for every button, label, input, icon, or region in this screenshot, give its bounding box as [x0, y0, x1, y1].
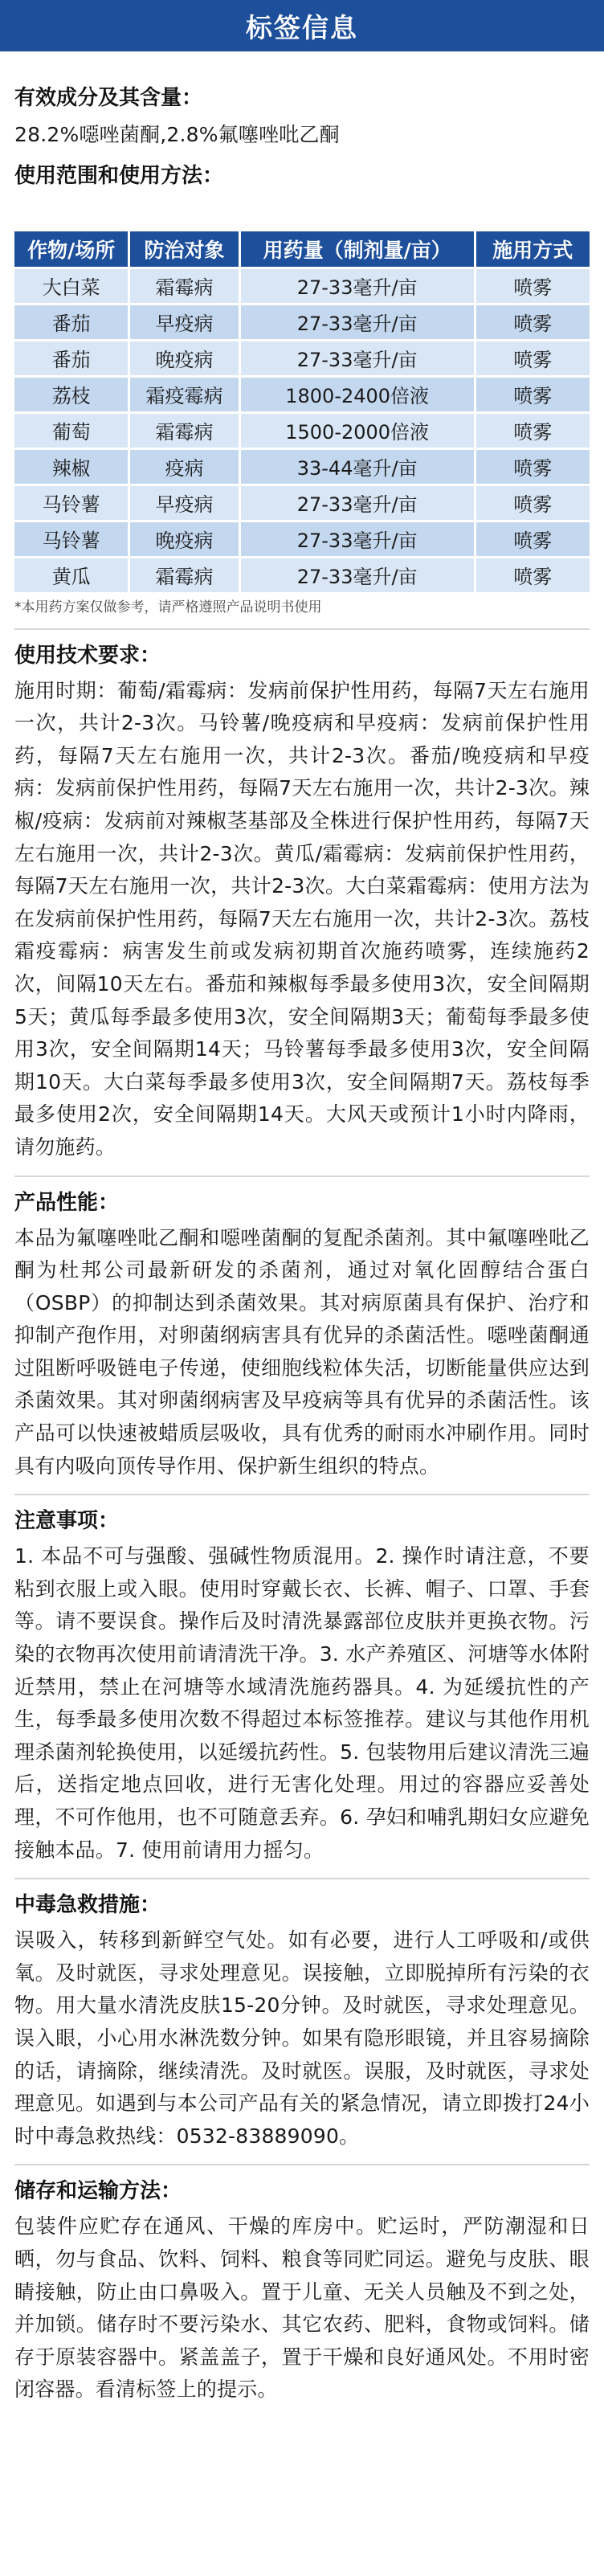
precautions-section [14, 1507, 590, 1867]
storage-text: 包装件应贮存在通风、干燥的库房中。贮运时，严防潮湿和日晒，勿与食品、饮料、饲料、粮食等同贮同运。避免与皮肤、眼睛接触，防止由口鼻吸入。置于儿童、无关人员触及不到之处，并加锁。储存时不要污染水、其它农药、肥料，食物或饲料。储存于原装容器中。紧盖盖子，置于干燥和良好通风处。不用时密闭容器。看清标签上的提示。 [14, 2214, 590, 2402]
ingredients-section [14, 51, 590, 152]
precautions-text: 1. 本品不可与强酸、强碱性物质混用。2. 操作时请注意，不要粘到衣服上或入眼。使用时穿戴长衣、长裤、帽子、口罩、手套等。请不要误食。操作后及时清洗暴露部位皮肤并更换衣物。污染的衣物再次使用前请清洗干净。3. 水产养殖区、河塘等水体附近禁用，禁止在河塘等水域清洗施药器具。4. 为延缓抗性的产生，每季最多使用次数不得超过本标签推荐。建议与其他作用机理杀菌剂轮换使用，以延缓抗药性。5. 包装物用后建议清洗三遍后，送指定地点回收，进行无害化处理。用过的容器应妥善处理，不可作他用，也不可随意丢弃。6. 孕妇和哺乳期妇女应避免接触本品。7. 使用前请用力摇匀。 [14, 1544, 590, 1862]
page-title: 标签信息 [246, 11, 358, 43]
technique-title: 使用技术要求： [14, 643, 161, 668]
cell-dosage: 27-33毫升/亩 [241, 269, 474, 303]
cell-method: 喷雾 [476, 378, 590, 411]
table-row [14, 558, 590, 592]
cell-crop: 黄瓜 [14, 558, 128, 592]
cell-target: 疫病 [130, 450, 238, 484]
table-row [14, 305, 590, 339]
table-row [14, 522, 590, 556]
ingredients-text: 28.2%噁唑菌酮,2.8%氟噻唑吡乙酮 [14, 123, 340, 146]
section-divider [14, 1878, 590, 1879]
cell-target: 霜霉病 [130, 558, 238, 592]
cell-target: 晚疫病 [130, 341, 238, 375]
section-divider [14, 2164, 590, 2165]
cell-crop: 马铃薯 [14, 522, 128, 556]
cell-dosage: 1500-2000倍液 [241, 414, 474, 448]
section-divider [14, 628, 590, 630]
precautions-title: 注意事项： [14, 1509, 120, 1534]
cell-dosage: 27-33毫升/亩 [241, 522, 474, 556]
cell-dosage: 33-44毫升/亩 [241, 450, 474, 484]
table-row [14, 450, 590, 484]
performance-section [14, 1188, 590, 1483]
cell-target: 晚疫病 [130, 522, 238, 556]
header-bar [0, 0, 604, 51]
cell-target: 霜霉病 [130, 414, 238, 448]
cell-crop: 辣椒 [14, 450, 128, 484]
usage-title: 使用范围和使用方法： [14, 163, 224, 188]
first-aid-title: 中毒急救措施： [14, 1893, 161, 1918]
storage-title: 储存和运输方法： [14, 2179, 182, 2204]
cell-target: 早疫病 [130, 486, 238, 520]
cell-dosage: 27-33毫升/亩 [241, 486, 474, 520]
cell-method: 喷雾 [476, 522, 590, 556]
cell-method: 喷雾 [476, 341, 590, 375]
cell-method: 喷雾 [476, 414, 590, 448]
cell-crop: 葡萄 [14, 414, 128, 448]
table-row [14, 414, 590, 448]
cell-dosage: 27-33毫升/亩 [241, 305, 474, 339]
cell-target: 霜霉病 [130, 269, 238, 303]
column-header-target: 防治对象 [130, 231, 238, 267]
performance-title: 产品性能： [14, 1190, 120, 1215]
column-header-crop: 作物/场所 [14, 231, 128, 267]
cell-dosage: 1800-2400倍液 [241, 378, 474, 411]
storage-section [14, 2177, 590, 2406]
usage-table [12, 229, 592, 595]
cell-dosage: 27-33毫升/亩 [241, 341, 474, 375]
cell-method: 喷雾 [476, 269, 590, 303]
table-header-row [14, 231, 590, 267]
first-aid-section [14, 1891, 590, 2153]
section-divider [14, 1176, 590, 1177]
first-aid-text: 误吸入，转移到新鲜空气处。如有必要，进行人工呼吸和/或供氧。及时就医，寻求处理意见。误接触，立即脱掉所有污染的衣物。用大量水清洗皮肤15-20分钟。及时就医，寻求处理意见。误入眼，小心用水淋洗数分钟。如果有隐形眼镜，并且容易摘除的话，请摘除，继续清洗。及时就医。误服，及时就医，寻求处理意见。如遇到与本公司产品有关的紧急情况，请立即拨打24小时中毒急救热线：0532-83889090。 [14, 1928, 590, 2148]
usage-section [14, 162, 590, 617]
cell-method: 喷雾 [476, 558, 590, 592]
ingredients-title: 有效成分及其含量： [14, 86, 203, 110]
cell-crop: 荔枝 [14, 378, 128, 411]
column-header-method: 施用方式 [476, 231, 590, 267]
cell-crop: 大白菜 [14, 269, 128, 303]
cell-target: 早疫病 [130, 305, 238, 339]
cell-crop: 番茄 [14, 305, 128, 339]
cell-method: 喷雾 [476, 305, 590, 339]
cell-crop: 马铃薯 [14, 486, 128, 520]
cell-target: 霜疫霉病 [130, 378, 238, 411]
table-row [14, 269, 590, 303]
table-row [14, 486, 590, 520]
table-row [14, 341, 590, 375]
performance-text: 本品为氟噻唑吡乙酮和噁唑菌酮的复配杀菌剂。其中氟噻唑吡乙酮为杜邦公司最新研发的杀菌剂，通过对氧化固醇结合蛋白（OSBP）的抑制达到杀菌效果。其对病原菌具有保护、治疗和抑制产孢作用，对卵菌纲病害具有优异的杀菌活性。噁唑菌酮通过阻断呼吸链电子传递，使细胞线粒体失活，切断能量供应达到杀菌效果。其对卵菌纲病害及早疫病等具有优异的杀菌活性。该产品可以快速被蜡质层吸收，具有优秀的耐雨水冲刷作用。同时具有内吸向顶传导作用、保护新生组织的特点。 [14, 1225, 590, 1478]
technique-text: 施用时期：葡萄/霜霉病：发病前保护性用药，每隔7天左右施用一次，共计2-3次。马铃薯/晚疫病和早疫病：发病前保护性用药，每隔7天左右施用一次，共计2-3次。番茄/晚疫病和早疫病：发病前保护性用药，每隔7天左右施用一次，共计2-3次。辣椒/疫病：发病前对辣椒茎基部及全株进行保护性用药，每隔7天左右施用一次，共计2-3次。黄瓜/霜霉病：发病前保护性用药，每隔7天左右施用一次，共计2-3次。大白菜霜霉病：使用方法为在发病前保护性用药，每隔7天左右施用一次，共计2-3次。荔枝霜疫霉病：病害发生前或发病初期首次施药喷雾，连续施药2次，间隔10天左右。番茄和辣椒每季最多使用3次，安全间隔期5天；黄瓜每季最多使用3次，安全间隔期3天；葡萄每季最多使用3次，安全间隔期14天；马铃薯每季最多使用3次，安全间隔期10天。大白菜每季最多使用3次，安全间隔期7天。荔枝每季最多使用2次，安全间隔期14天。大风天或预计1小时内降雨，请勿施药。 [14, 678, 590, 1159]
technique-section [14, 641, 590, 1164]
label-content [0, 51, 604, 2406]
column-header-dosage: 用药量（制剂量/亩） [241, 231, 474, 267]
cell-crop: 番茄 [14, 341, 128, 375]
cell-method: 喷雾 [476, 450, 590, 484]
table-row [14, 378, 590, 411]
cell-method: 喷雾 [476, 486, 590, 520]
cell-dosage: 27-33毫升/亩 [241, 558, 474, 592]
section-divider [14, 1494, 590, 1495]
usage-note: *本用药方案仅做参考，请严格遵照产品说明书使用 [14, 599, 322, 615]
